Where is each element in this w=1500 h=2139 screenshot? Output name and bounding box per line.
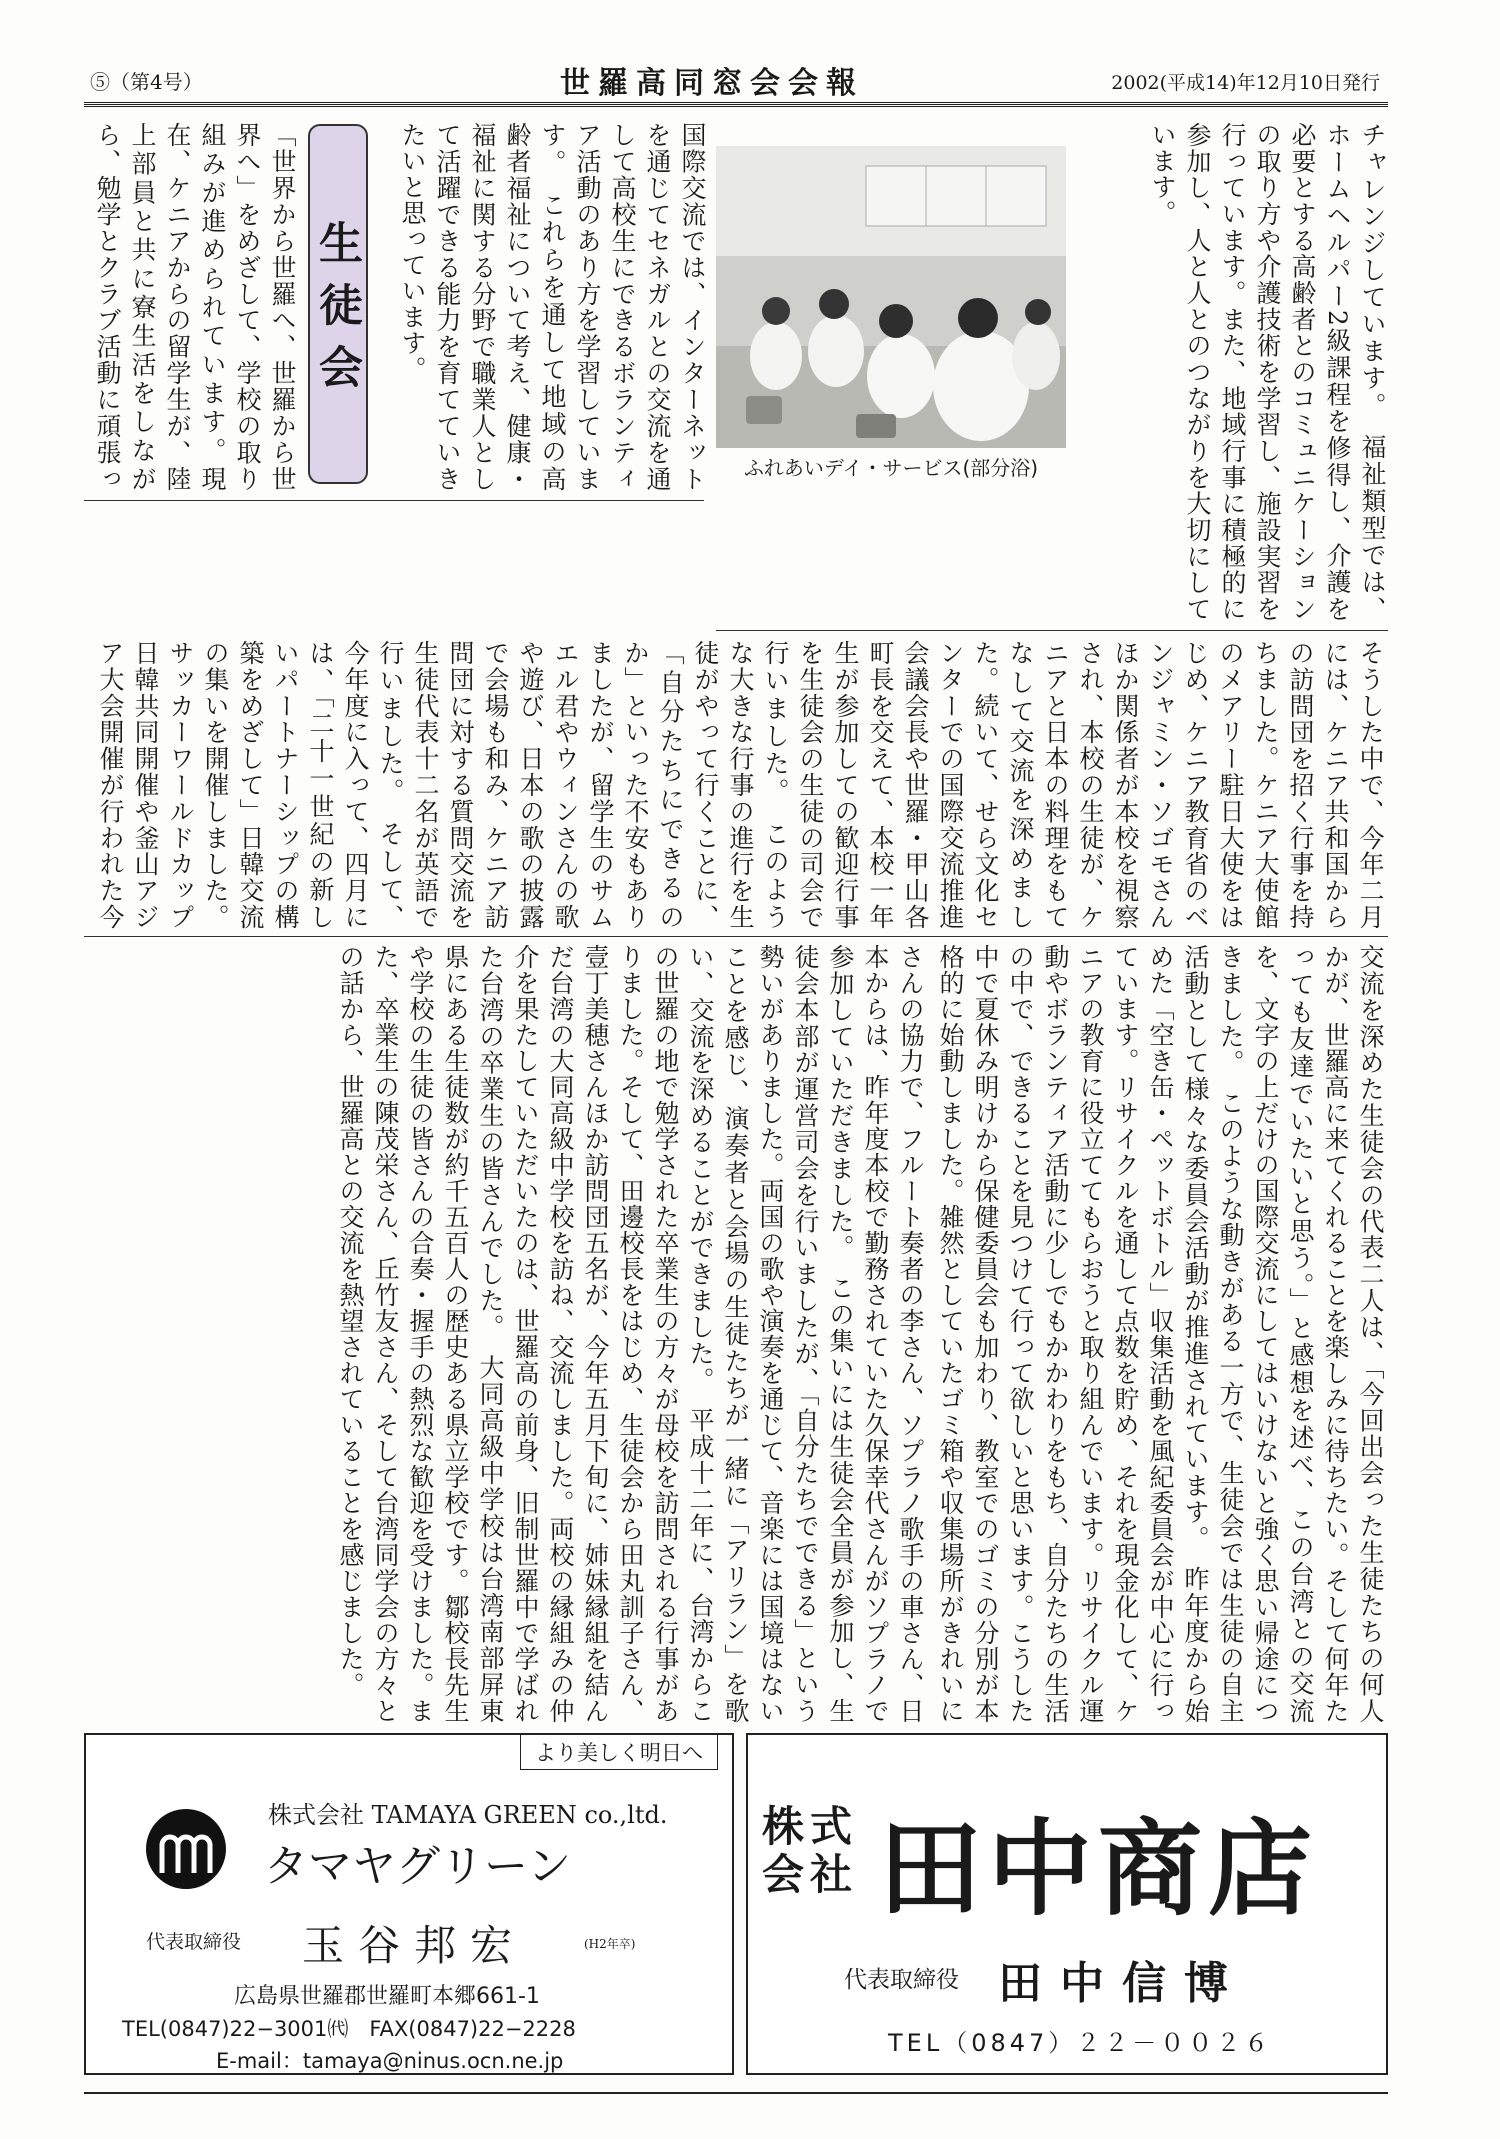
rep-note: (H2年卒): [584, 1937, 636, 1951]
photo-caption: ふれあいデイ・サービス(部分浴): [743, 456, 1039, 480]
welfare-article-text: チャレンジしています。 福祉類型では、ホームヘルパー2級課程を修得し、介護を必要とする高齢者とのコミュニケーションの取り方や介護技術を学習し、施設実習を行っています。また、地域行事に積極的に参加し、人と人とのつながりを大切にしています。: [1148, 122, 1387, 622]
footer-rule: [84, 2092, 1388, 2094]
shop-tel: TEL（0847）２２－００２６: [888, 2029, 1273, 2057]
international-exchange-text: 国際交流では、インターネットを通じてセネガルとの交流を通して高校生にできるボランティア活動のあり方を学習しています。 これらを通して地域の高齢者福祉について考え、健康・福祉に関する分野で職業人として活躍できる能力を育てていきたいと思っています。: [398, 122, 707, 492]
newsletter-title: 世羅高同窓会会報: [560, 66, 864, 101]
taiwan-exchange-text: さんの協力で、フルート奏者の李さん、ソプラノ歌手の車さん、日本からは、昨年度本校で勤務されていた久保幸代さんがソプラノで参加していただきました。 この集いには生徒会全員が参加し、生徒会本部が運営司会を行いましたが、「自分たちでできる」という勢いがありました。両国の歌や演奏を通じて、音楽には国境はないことを感じ、演奏者と会場の生徒たちが一緒に「アリラン」を歌い、交流を深めることができました。 平成十二年に、台湾からこの世羅の地で勉学された卒業生の方々が母校を訪問される行事がありました。そして、田邊校長をはじめ、生徒会から田丸訓子さん、壹丁美穂さんほか訪問団五名が、今年五月下旬に、姉妹縁組を結んだ台湾の大同高級中学校を訪ね、交流しました。両校の縁組みの仲介を果たしていただいたのは、世羅高の前身、旧制世羅中で学ばれた台湾の卒業生の皆さんでした。 大同高級中学校は台湾南部屏東県にある生徒数が約千五百人の歴史ある県立学校です。鄒校長先生や学校の生徒の皆さんの合奏・握手の熱烈な歓迎を受けました。また、卒業生の陳茂栄さん、丘竹友さん、そして台湾同学会の方々との話から、世羅高との交流を熱望されていることを感じました。: [336, 944, 925, 1724]
header-rule-thin: [84, 106, 1388, 107]
rep-name: 玉谷邦宏: [302, 1921, 527, 1970]
company-address: 広島県世羅郡世羅町本郷661-1: [234, 1984, 540, 2009]
row-divider-1b: [84, 500, 704, 501]
kabushiki-kaisha: 株式会社: [762, 1802, 859, 1899]
rep-name: 田中信博: [998, 1958, 1246, 2009]
committee-activities-text: 交流を深めた生徒会の代表二人は、「今回出会った生徒たちの何人かが、世羅高に来てくれることを楽しみに待ちたい。そして何年たっても友達でいたいと思う。」と感想を述べ、この台湾との交流を、文字の上だけの国際交流にしてはいけないと強く思い帰途につきました。 このような動きがある一方で、生徒会では生徒の自主活動として様々な委員会活動が推進されています。 昨年度から始めた「空き缶・ペットボトル」収集活動を風紀委員会が中心に行っています。リサイクルを通して点数を貯め、それを現金化して、ケニアの教育に役立ててもらおうと取り組んでいます。リサイクル運動やボランティア活動に少しでもかかわりをもち、自分たちの生活の中で、できることを見つけて行って欲しいと思います。こうした中で夏休み明けから保健委員会も加わり、教室でのゴミの分別が本格的に始動しました。雑然としていたゴミ箱や収集場所がきれいに: [936, 944, 1385, 1724]
company-name: タマヤグリーン: [264, 1841, 572, 1892]
ad-tagline: より美しく明日へ: [520, 1734, 718, 1770]
rep-role: 代表取締役: [844, 1967, 959, 1993]
shop-name: 田中商店: [878, 1808, 1319, 1930]
company-tel-fax: TEL(0847)22−3001㈹ FAX(0847)22−2228: [122, 2017, 576, 2041]
photo-illustration: [716, 146, 1066, 448]
row-divider-2: [84, 936, 1388, 937]
tamaya-logo-icon: [144, 1807, 228, 1891]
header-rule: [84, 102, 1388, 105]
page-number: ⑤（第4号）: [90, 70, 203, 94]
company-email: E-mail：tamaya@ninus.ocn.ne.jp: [216, 2049, 564, 2073]
tanaka-shoten-ad: [746, 1733, 1388, 2075]
day-service-photo: [716, 146, 1066, 448]
tamaya-green-ad: [84, 1733, 734, 2075]
kenya-korea-exchange-text: そうした中で、今年二月には、ケニア共和国からの訪問団を招く行事を持ちました。ケニア大使館のメアリー駐日大使をはじめ、ケニア教育省のベンジャミン・ソゴモさんほか関係者が本校を視察され、本校の生徒が、ケニアと日本の料理をもてなして交流を深めました。続いて、せら文化センターでの国際交流推進会議会長や世羅・甲山各町長を交えて、本校一年生が参加しての歓迎行事を生徒会の生徒の司会で行いました。 このような大きな行事の進行を生徒がやって行くことに、「自分たちにできるのか」といった不安もありましたが、留学生のサムエル君やウィンさんの歌や遊び、日本の歌の披露で会場も和み、ケニア訪問団に対する質問交流を生徒代表十二名が英語で行いました。 そして、今年度に入って、四月には、「二十一世紀の新しいパートナーシップの構築をめざして」日韓交流の集いを開催しました。サッカーワールドカップ日韓共同開催や釜山アジア大会開催が行われた今: [96, 640, 1385, 930]
company-prefix: 株式会社 TAMAYA GREEN co.,ltd.: [268, 1801, 668, 1829]
world-to-sera-text: 「世界から世羅へ、世羅から世界へ」をめざして、学校の取り組みが進められています。現在、ケニアからの留学生が、陸上部員と共に寮生活をしながら、勉学とクラブ活動に頑張っ: [93, 122, 297, 492]
student-council-heading: 生徒会: [308, 124, 368, 484]
issue-date: 2002(平成14)年12月10日発行: [1111, 72, 1380, 94]
rep-role: 代表取締役: [146, 1931, 242, 1953]
row-divider-1: [716, 630, 1388, 631]
